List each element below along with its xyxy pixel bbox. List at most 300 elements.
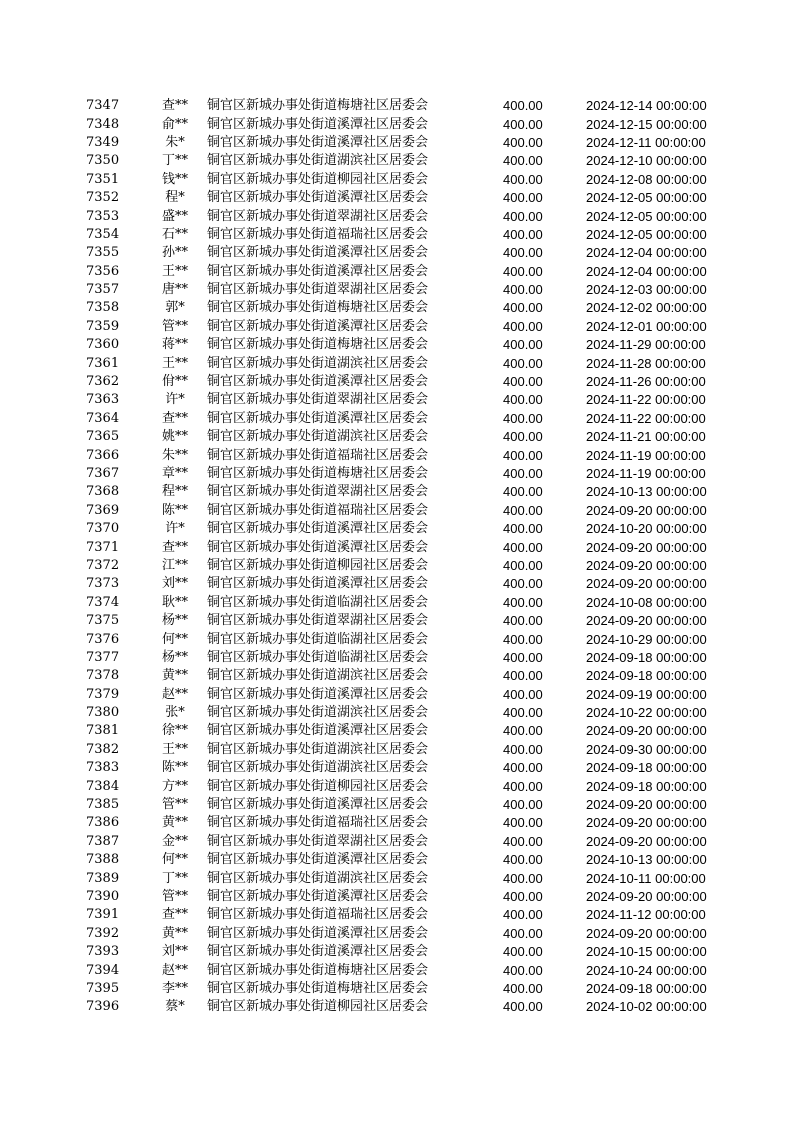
person-name-cell: 王** — [161, 263, 188, 279]
row-number-cell: 7389 — [86, 870, 120, 886]
organization-cell: 铜官区新城办事处街道溪潭社区居委会 — [207, 521, 429, 537]
amount-cell: 400.00 — [503, 355, 543, 371]
person-name-cell: 章** — [161, 466, 188, 481]
date-time-cell: 2024-09-18 00:00:00 — [586, 649, 707, 665]
amount-cell: 400.00 — [503, 484, 543, 500]
row-number-cell: 7363 — [86, 392, 120, 408]
date-time-cell: 2024-09-19 00:00:00 — [586, 686, 707, 702]
amount-cell: 400.00 — [503, 833, 543, 849]
row-number-cell: 7382 — [86, 741, 120, 757]
date-time-cell: 2024-09-20 00:00:00 — [586, 502, 707, 518]
date-time-cell: 2024-12-05 00:00:00 — [586, 190, 707, 206]
row-number-cell: 7358 — [86, 300, 120, 316]
person-name-cell: 石** — [161, 226, 188, 242]
person-name-cell: 蒋** — [161, 337, 188, 353]
table-row — [86, 428, 726, 446]
amount-cell: 400.00 — [503, 576, 543, 592]
table-row — [86, 446, 726, 464]
amount-cell: 400.00 — [503, 778, 543, 794]
person-name-cell: 丁** — [161, 153, 188, 169]
table-row — [86, 226, 726, 244]
person-name-cell: 郭* — [165, 300, 185, 316]
person-name-cell: 金** — [161, 833, 188, 849]
row-number-cell: 7380 — [86, 705, 120, 721]
table-row — [86, 869, 726, 887]
amount-cell: 400.00 — [503, 594, 543, 610]
person-name-cell: 蔡* — [165, 999, 185, 1015]
person-name-cell: 赵** — [161, 686, 188, 702]
amount-cell: 400.00 — [503, 539, 543, 555]
amount-cell: 400.00 — [503, 760, 543, 776]
amount-cell: 400.00 — [503, 300, 543, 316]
table-row — [86, 299, 726, 317]
organization-cell: 铜官区新城办事处街道溪潭社区居委会 — [207, 944, 429, 960]
person-name-cell: 查** — [161, 539, 188, 555]
row-number-cell: 7368 — [86, 484, 120, 500]
row-number-cell: 7369 — [86, 502, 120, 518]
table-row — [86, 97, 726, 115]
organization-cell: 铜官区新城办事处街道梅塘社区居委会 — [207, 466, 429, 481]
person-name-cell: 陈** — [161, 760, 188, 776]
organization-cell: 铜官区新城办事处街道翠湖社区居委会 — [207, 833, 429, 849]
row-number-cell: 7374 — [86, 594, 120, 610]
row-number-cell: 7357 — [86, 282, 120, 298]
person-name-cell: 方** — [161, 778, 188, 794]
date-time-cell: 2024-09-18 00:00:00 — [586, 980, 707, 996]
person-name-cell: 孙** — [161, 245, 188, 261]
person-name-cell: 李** — [161, 980, 188, 996]
date-time-cell: 2024-12-02 00:00:00 — [586, 300, 707, 316]
row-number-cell: 7364 — [86, 410, 120, 426]
row-number-cell: 7370 — [86, 521, 120, 537]
table-row — [86, 520, 726, 538]
amount-cell: 400.00 — [503, 190, 543, 206]
row-number-cell: 7388 — [86, 852, 120, 868]
organization-cell: 铜官区新城办事处街道梅塘社区居委会 — [207, 98, 429, 114]
organization-cell: 铜官区新城办事处街道梅塘社区居委会 — [207, 300, 429, 316]
organization-cell: 铜官区新城办事处街道湖滨社区居委会 — [207, 429, 429, 445]
organization-cell: 铜官区新城办事处街道福瑞社区居委会 — [207, 447, 429, 463]
date-time-cell: 2024-12-05 00:00:00 — [586, 208, 707, 224]
row-number-cell: 7355 — [86, 245, 120, 261]
date-time-cell: 2024-09-20 00:00:00 — [586, 539, 707, 555]
row-number-cell: 7377 — [86, 649, 120, 665]
date-time-cell: 2024-11-29 00:00:00 — [586, 337, 706, 353]
person-name-cell: 佾** — [161, 374, 188, 390]
row-number-cell: 7373 — [86, 576, 120, 592]
organization-cell: 铜官区新城办事处街道临湖社区居委会 — [207, 649, 429, 665]
person-name-cell: 刘** — [161, 944, 188, 960]
person-name-cell: 王** — [161, 355, 188, 371]
amount-cell: 400.00 — [503, 502, 543, 518]
row-number-cell: 7356 — [86, 263, 120, 279]
organization-cell: 铜官区新城办事处街道溪潭社区居委会 — [207, 539, 429, 555]
person-name-cell: 管** — [161, 797, 188, 813]
organization-cell: 铜官区新城办事处街道梅塘社区居委会 — [207, 337, 429, 353]
row-number-cell: 7393 — [86, 944, 120, 960]
organization-cell: 铜官区新城办事处街道梅塘社区居委会 — [207, 980, 429, 996]
person-name-cell: 唐** — [161, 282, 188, 298]
amount-cell: 400.00 — [503, 98, 543, 114]
organization-cell: 铜官区新城办事处街道临湖社区居委会 — [207, 631, 429, 647]
table-row — [86, 888, 726, 906]
organization-cell: 铜官区新城办事处街道湖滨社区居委会 — [207, 355, 429, 371]
date-time-cell: 2024-09-18 00:00:00 — [586, 760, 707, 776]
date-time-cell: 2024-09-20 00:00:00 — [586, 888, 707, 904]
row-number-cell: 7383 — [86, 760, 120, 776]
amount-cell: 400.00 — [503, 888, 543, 904]
amount-cell: 400.00 — [503, 282, 543, 298]
table-row — [86, 612, 726, 630]
table-row — [86, 833, 726, 851]
row-number-cell: 7360 — [86, 337, 120, 353]
person-name-cell: 盛** — [161, 208, 188, 224]
organization-cell: 铜官区新城办事处街道溪潭社区居委会 — [207, 925, 429, 941]
person-name-cell: 杨** — [161, 649, 188, 665]
person-name-cell: 王** — [161, 741, 188, 757]
organization-cell: 铜官区新城办事处街道溪潭社区居委会 — [207, 190, 429, 206]
date-time-cell: 2024-10-08 00:00:00 — [586, 594, 707, 610]
table-row — [86, 851, 726, 869]
person-name-cell: 何** — [161, 852, 188, 868]
organization-cell: 铜官区新城办事处街道翠湖社区居委会 — [207, 392, 429, 408]
date-time-cell: 2024-10-22 00:00:00 — [586, 705, 707, 721]
date-time-cell: 2024-09-30 00:00:00 — [586, 741, 707, 757]
person-name-cell: 何** — [161, 631, 188, 647]
organization-cell: 铜官区新城办事处街道湖滨社区居委会 — [207, 705, 429, 721]
amount-cell: 400.00 — [503, 116, 543, 132]
amount-cell: 400.00 — [503, 447, 543, 463]
amount-cell: 400.00 — [503, 907, 543, 923]
person-name-cell: 查** — [161, 410, 188, 426]
amount-cell: 400.00 — [503, 962, 543, 978]
amount-cell: 400.00 — [503, 999, 543, 1015]
organization-cell: 铜官区新城办事处街道溪潭社区居委会 — [207, 576, 429, 592]
amount-cell: 400.00 — [503, 429, 543, 445]
organization-cell: 铜官区新城办事处街道翠湖社区居委会 — [207, 282, 429, 298]
organization-cell: 铜官区新城办事处街道溪潭社区居委会 — [207, 852, 429, 868]
person-name-cell: 耿** — [161, 594, 188, 610]
person-name-cell: 程* — [165, 190, 185, 206]
table-row — [86, 115, 726, 133]
amount-cell: 400.00 — [503, 668, 543, 684]
amount-cell: 400.00 — [503, 263, 543, 279]
row-number-cell: 7366 — [86, 447, 120, 463]
table-row — [86, 998, 726, 1016]
amount-cell: 400.00 — [503, 925, 543, 941]
date-time-cell: 2024-09-18 00:00:00 — [586, 668, 707, 684]
amount-cell: 400.00 — [503, 557, 543, 573]
person-name-cell: 黄** — [161, 668, 188, 684]
date-time-cell: 2024-11-21 00:00:00 — [586, 429, 706, 445]
table-row — [86, 980, 726, 998]
table-row — [86, 336, 726, 354]
date-time-cell: 2024-12-01 00:00:00 — [586, 318, 707, 334]
amount-cell: 400.00 — [503, 686, 543, 702]
amount-cell: 400.00 — [503, 521, 543, 537]
person-name-cell: 俞** — [161, 116, 188, 132]
date-time-cell: 2024-10-24 00:00:00 — [586, 962, 707, 978]
row-number-cell: 7387 — [86, 833, 120, 849]
table-row — [86, 741, 726, 759]
organization-cell: 铜官区新城办事处街道溪潭社区居委会 — [207, 888, 429, 904]
table-row — [86, 318, 726, 336]
row-number-cell: 7386 — [86, 815, 120, 831]
person-name-cell: 黄** — [161, 925, 188, 941]
amount-cell: 400.00 — [503, 466, 543, 481]
organization-cell: 铜官区新城办事处街道溪潭社区居委会 — [207, 245, 429, 261]
row-number-cell: 7350 — [86, 153, 120, 169]
organization-cell: 铜官区新城办事处街道湖滨社区居委会 — [207, 741, 429, 757]
row-number-cell: 7365 — [86, 429, 120, 445]
table-row — [86, 373, 726, 391]
amount-cell: 400.00 — [503, 153, 543, 169]
amount-cell: 400.00 — [503, 374, 543, 390]
row-number-cell: 7392 — [86, 925, 120, 941]
organization-cell: 铜官区新城办事处街道湖滨社区居委会 — [207, 760, 429, 776]
table-row — [86, 281, 726, 299]
person-name-cell: 许* — [165, 521, 185, 537]
table-row — [86, 575, 726, 593]
person-name-cell: 管** — [161, 888, 188, 904]
records-table-body — [86, 97, 726, 1017]
table-row — [86, 263, 726, 281]
date-time-cell: 2024-09-20 00:00:00 — [586, 833, 707, 849]
amount-cell: 400.00 — [503, 944, 543, 960]
date-time-cell: 2024-12-04 00:00:00 — [586, 245, 707, 261]
table-row — [86, 502, 726, 520]
table-row — [86, 630, 726, 648]
amount-cell: 400.00 — [503, 797, 543, 813]
row-number-cell: 7384 — [86, 778, 120, 794]
date-time-cell: 2024-09-20 00:00:00 — [586, 576, 707, 592]
table-row — [86, 171, 726, 189]
person-name-cell: 陈** — [161, 502, 188, 518]
date-time-cell: 2024-12-11 00:00:00 — [586, 134, 706, 150]
date-time-cell: 2024-12-08 00:00:00 — [586, 171, 707, 187]
date-time-cell: 2024-10-11 00:00:00 — [586, 870, 706, 886]
table-row — [86, 796, 726, 814]
row-number-cell: 7385 — [86, 797, 120, 813]
date-time-cell: 2024-11-12 00:00:00 — [586, 907, 706, 923]
amount-cell: 400.00 — [503, 337, 543, 353]
amount-cell: 400.00 — [503, 980, 543, 996]
organization-cell: 铜官区新城办事处街道溪潭社区居委会 — [207, 686, 429, 702]
date-time-cell: 2024-12-04 00:00:00 — [586, 263, 707, 279]
amount-cell: 400.00 — [503, 318, 543, 334]
person-name-cell: 江** — [161, 557, 188, 573]
organization-cell: 铜官区新城办事处街道梅塘社区居委会 — [207, 962, 429, 978]
table-row — [86, 686, 726, 704]
organization-cell: 铜官区新城办事处街道福瑞社区居委会 — [207, 226, 429, 242]
date-time-cell: 2024-12-14 00:00:00 — [586, 98, 707, 114]
person-name-cell: 程** — [161, 484, 188, 500]
date-time-cell: 2024-10-02 00:00:00 — [586, 999, 707, 1015]
row-number-cell: 7394 — [86, 962, 120, 978]
amount-cell: 400.00 — [503, 245, 543, 261]
person-name-cell: 钱** — [161, 171, 188, 187]
date-time-cell: 2024-10-20 00:00:00 — [586, 521, 707, 537]
organization-cell: 铜官区新城办事处街道溪潭社区居委会 — [207, 318, 429, 334]
table-row — [86, 759, 726, 777]
person-name-cell: 许* — [165, 392, 185, 408]
amount-cell: 400.00 — [503, 649, 543, 665]
table-row — [86, 410, 726, 428]
row-number-cell: 7361 — [86, 355, 120, 371]
table-row — [86, 391, 726, 409]
records-table — [86, 97, 726, 1017]
row-number-cell: 7348 — [86, 116, 120, 132]
date-time-cell: 2024-11-26 00:00:00 — [586, 374, 706, 390]
row-number-cell: 7354 — [86, 226, 120, 242]
table-row — [86, 704, 726, 722]
organization-cell: 铜官区新城办事处街道柳园社区居委会 — [207, 778, 429, 794]
amount-cell: 400.00 — [503, 815, 543, 831]
row-number-cell: 7376 — [86, 631, 120, 647]
table-row — [86, 925, 726, 943]
date-time-cell: 2024-10-13 00:00:00 — [586, 852, 707, 868]
row-number-cell: 7390 — [86, 888, 120, 904]
person-name-cell: 查** — [161, 98, 188, 114]
person-name-cell: 查** — [161, 907, 188, 923]
amount-cell: 400.00 — [503, 392, 543, 408]
organization-cell: 铜官区新城办事处街道湖滨社区居委会 — [207, 870, 429, 886]
person-name-cell: 黄** — [161, 815, 188, 831]
date-time-cell: 2024-12-10 00:00:00 — [586, 153, 707, 169]
date-time-cell: 2024-09-18 00:00:00 — [586, 778, 707, 794]
date-time-cell: 2024-12-03 00:00:00 — [586, 282, 707, 298]
date-time-cell: 2024-09-20 00:00:00 — [586, 557, 707, 573]
date-time-cell: 2024-11-22 00:00:00 — [586, 410, 706, 426]
table-row — [86, 943, 726, 961]
person-name-cell: 丁** — [161, 870, 188, 886]
person-name-cell: 张* — [165, 705, 185, 721]
amount-cell: 400.00 — [503, 226, 543, 242]
row-number-cell: 7362 — [86, 374, 120, 390]
table-row — [86, 538, 726, 556]
organization-cell: 铜官区新城办事处街道临湖社区居委会 — [207, 594, 429, 610]
amount-cell: 400.00 — [503, 631, 543, 647]
date-time-cell: 2024-11-19 00:00:00 — [586, 447, 706, 463]
row-number-cell: 7349 — [86, 134, 120, 150]
date-time-cell: 2024-11-22 00:00:00 — [586, 392, 706, 408]
table-row — [86, 189, 726, 207]
amount-cell: 400.00 — [503, 613, 543, 629]
organization-cell: 铜官区新城办事处街道湖滨社区居委会 — [207, 153, 429, 169]
person-name-cell: 朱** — [161, 447, 188, 463]
row-number-cell: 7378 — [86, 668, 120, 684]
table-row — [86, 814, 726, 832]
row-number-cell: 7351 — [86, 171, 120, 187]
date-time-cell: 2024-09-20 00:00:00 — [586, 613, 707, 629]
row-number-cell: 7395 — [86, 980, 120, 996]
table-row — [86, 906, 726, 924]
date-time-cell: 2024-12-15 00:00:00 — [586, 116, 707, 132]
row-number-cell: 7379 — [86, 686, 120, 702]
table-row — [86, 465, 726, 483]
row-number-cell: 7396 — [86, 999, 120, 1015]
organization-cell: 铜官区新城办事处街道翠湖社区居委会 — [207, 613, 429, 629]
date-time-cell: 2024-09-20 00:00:00 — [586, 723, 707, 739]
organization-cell: 铜官区新城办事处街道福瑞社区居委会 — [207, 815, 429, 831]
organization-cell: 铜官区新城办事处街道溪潭社区居委会 — [207, 410, 429, 426]
table-row — [86, 152, 726, 170]
organization-cell: 铜官区新城办事处街道柳园社区居委会 — [207, 999, 429, 1015]
organization-cell: 铜官区新城办事处街道溪潭社区居委会 — [207, 134, 429, 150]
organization-cell: 铜官区新城办事处街道翠湖社区居委会 — [207, 208, 429, 224]
person-name-cell: 赵** — [161, 962, 188, 978]
row-number-cell: 7359 — [86, 318, 120, 334]
date-time-cell: 2024-11-19 00:00:00 — [586, 466, 706, 481]
organization-cell: 铜官区新城办事处街道溪潭社区居委会 — [207, 263, 429, 279]
person-name-cell: 朱* — [165, 134, 185, 150]
organization-cell: 铜官区新城办事处街道湖滨社区居委会 — [207, 668, 429, 684]
date-time-cell: 2024-10-15 00:00:00 — [586, 944, 707, 960]
table-row — [86, 722, 726, 740]
person-name-cell: 管** — [161, 318, 188, 334]
amount-cell: 400.00 — [503, 134, 543, 150]
row-number-cell: 7375 — [86, 613, 120, 629]
organization-cell: 铜官区新城办事处街道溪潭社区居委会 — [207, 723, 429, 739]
table-row — [86, 777, 726, 795]
amount-cell: 400.00 — [503, 741, 543, 757]
organization-cell: 铜官区新城办事处街道福瑞社区居委会 — [207, 502, 429, 518]
table-row — [86, 244, 726, 262]
table-row — [86, 649, 726, 667]
amount-cell: 400.00 — [503, 852, 543, 868]
table-row — [86, 207, 726, 225]
date-time-cell: 2024-12-05 00:00:00 — [586, 226, 707, 242]
date-time-cell: 2024-11-28 00:00:00 — [586, 355, 706, 371]
date-time-cell: 2024-09-20 00:00:00 — [586, 797, 707, 813]
table-row — [86, 354, 726, 372]
organization-cell: 铜官区新城办事处街道翠湖社区居委会 — [207, 484, 429, 500]
table-row — [86, 134, 726, 152]
person-name-cell: 刘** — [161, 576, 188, 592]
organization-cell: 铜官区新城办事处街道溪潭社区居委会 — [207, 797, 429, 813]
organization-cell: 铜官区新城办事处街道溪潭社区居委会 — [207, 374, 429, 390]
person-name-cell: 杨** — [161, 613, 188, 629]
organization-cell: 铜官区新城办事处街道溪潭社区居委会 — [207, 116, 429, 132]
amount-cell: 400.00 — [503, 705, 543, 721]
row-number-cell: 7353 — [86, 208, 120, 224]
person-name-cell: 姚** — [161, 429, 188, 445]
row-number-cell: 7347 — [86, 98, 120, 114]
date-time-cell: 2024-10-13 00:00:00 — [586, 484, 707, 500]
row-number-cell: 7381 — [86, 723, 120, 739]
organization-cell: 铜官区新城办事处街道柳园社区居委会 — [207, 557, 429, 573]
table-row — [86, 961, 726, 979]
amount-cell: 400.00 — [503, 870, 543, 886]
row-number-cell: 7367 — [86, 466, 120, 481]
date-time-cell: 2024-09-20 00:00:00 — [586, 815, 707, 831]
amount-cell: 400.00 — [503, 171, 543, 187]
row-number-cell: 7372 — [86, 557, 120, 573]
amount-cell: 400.00 — [503, 723, 543, 739]
person-name-cell: 徐** — [161, 723, 188, 739]
organization-cell: 铜官区新城办事处街道福瑞社区居委会 — [207, 907, 429, 923]
row-number-cell: 7352 — [86, 190, 120, 206]
row-number-cell: 7371 — [86, 539, 120, 555]
row-number-cell: 7391 — [86, 907, 120, 923]
table-row — [86, 483, 726, 501]
date-time-cell: 2024-10-29 00:00:00 — [586, 631, 707, 647]
table-row — [86, 557, 726, 575]
amount-cell: 400.00 — [503, 410, 543, 426]
amount-cell: 400.00 — [503, 208, 543, 224]
date-time-cell: 2024-09-20 00:00:00 — [586, 925, 707, 941]
table-row — [86, 594, 726, 612]
